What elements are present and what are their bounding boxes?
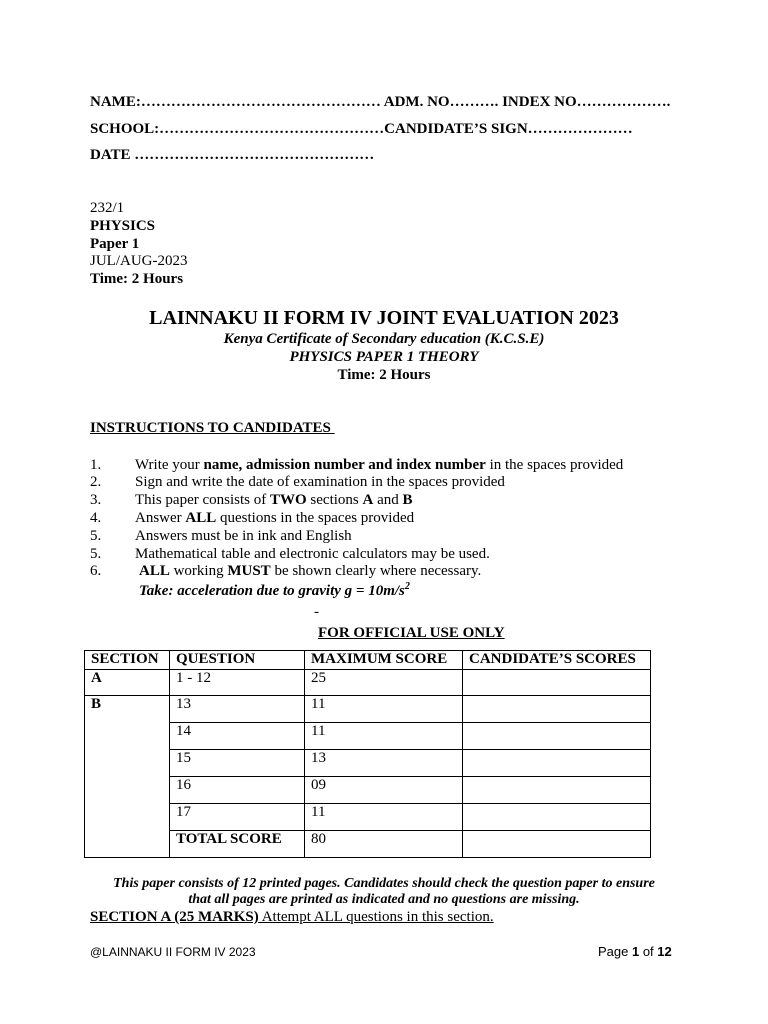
table-row: [85, 723, 651, 750]
paper-date: JUL/AUG-2023: [90, 253, 188, 269]
pages-note-line2: that all pages are printed as indicated and no questions are missing.: [188, 892, 580, 907]
name-adm-index-line: NAME:………………………………………… ADM. NO………. INDEX NO……………….: [90, 94, 671, 110]
question-cell: 16: [170, 777, 305, 804]
table-row: [85, 750, 651, 777]
score-table: [84, 650, 651, 858]
paper-subject: PHYSICS: [90, 218, 156, 234]
instruction-item: 3. This paper consists of TWO sections A and B: [90, 492, 413, 508]
column-header: QUESTION: [170, 651, 305, 670]
table-row: [85, 777, 651, 804]
column-header: CANDIDATE’S SCORES: [463, 651, 651, 670]
candidate-score-cell[interactable]: [463, 750, 651, 777]
table-row: [85, 670, 651, 696]
exam-title: LAINNAKU II FORM IV JOINT EVALUATION 2023: [149, 307, 619, 329]
instruction-item: 5. Answers must be in ink and English: [90, 528, 352, 544]
table-row: [85, 804, 651, 831]
school-sign-line: SCHOOL:………………………………………CANDIDATE’S SIGN…………………: [90, 121, 633, 137]
max-score-cell: 09: [305, 777, 463, 804]
paper-time: Time: 2 Hours: [90, 271, 184, 287]
candidate-score-cell[interactable]: [463, 670, 651, 696]
instructions-heading: INSTRUCTIONS TO CANDIDATES: [90, 420, 331, 436]
section-cell: A: [85, 670, 170, 696]
candidate-total-cell[interactable]: [463, 831, 651, 858]
max-score-cell: 11: [305, 804, 463, 831]
instruction-item: 4. Answer ALL questions in the spaces provided: [90, 510, 415, 526]
column-header: MAXIMUM SCORE: [305, 651, 463, 670]
max-score-cell: 13: [305, 750, 463, 777]
instruction-item: 6. ALL working MUST be shown clearly where necessary.: [90, 563, 482, 579]
column-header: SECTION: [85, 651, 170, 670]
max-score-cell: 11: [305, 696, 463, 723]
paper-number: Paper 1: [90, 236, 140, 252]
section-cell: B: [85, 696, 170, 858]
table-row: [85, 696, 651, 723]
paper-code: 232/1: [90, 200, 125, 216]
exam-subtitle-time: Time: 2 Hours: [337, 367, 431, 383]
question-cell: 13: [170, 696, 305, 723]
footer-page-number: Page 1 of 12: [598, 944, 672, 959]
candidate-score-cell[interactable]: [463, 696, 651, 723]
question-cell: 14: [170, 723, 305, 750]
exam-subtitle-paper: PHYSICS PAPER 1 THEORY: [289, 349, 479, 365]
total-label-cell: TOTAL SCORE: [170, 831, 305, 858]
total-value-cell: 80: [305, 831, 463, 858]
instruction-item: 2. Sign and write the date of examination in the spaces provided: [90, 474, 505, 490]
candidate-score-cell[interactable]: [463, 723, 651, 750]
table-header-row: [85, 651, 651, 670]
candidate-score-cell[interactable]: [463, 777, 651, 804]
instruction-item: 5. Mathematical table and electronic calculators may be used.: [90, 546, 490, 562]
date-line: DATE …………………………………………: [90, 147, 375, 163]
instruction-item: 1. Write your name, admission number and index number in the spaces provided: [90, 457, 624, 473]
candidate-score-cell[interactable]: [463, 804, 651, 831]
section-a-heading: SECTION A (25 MARKS) Attempt ALL questions in this section.: [90, 909, 494, 925]
max-score-cell: 11: [305, 723, 463, 750]
pages-note-line1: This paper consists of 12 printed pages. Candidates should check the question paper to ensure: [113, 876, 655, 891]
stray-dash: -: [314, 604, 319, 620]
gravity-note: Take: acceleration due to gravity $g = 10m/s^2$: [139, 581, 410, 599]
question-cell: 17: [170, 804, 305, 831]
question-cell: 1 - 12: [170, 670, 305, 696]
question-cell: 15: [170, 750, 305, 777]
footer-copyright: @LAINNAKU II FORM IV 2023: [90, 945, 256, 959]
max-score-cell: 25: [305, 670, 463, 696]
exam-subtitle-kcse: Kenya Certificate of Secondary education (K.C.S.E): [223, 331, 545, 347]
official-use-heading: FOR OFFICIAL USE ONLY: [318, 625, 505, 641]
table-row: [85, 831, 651, 858]
